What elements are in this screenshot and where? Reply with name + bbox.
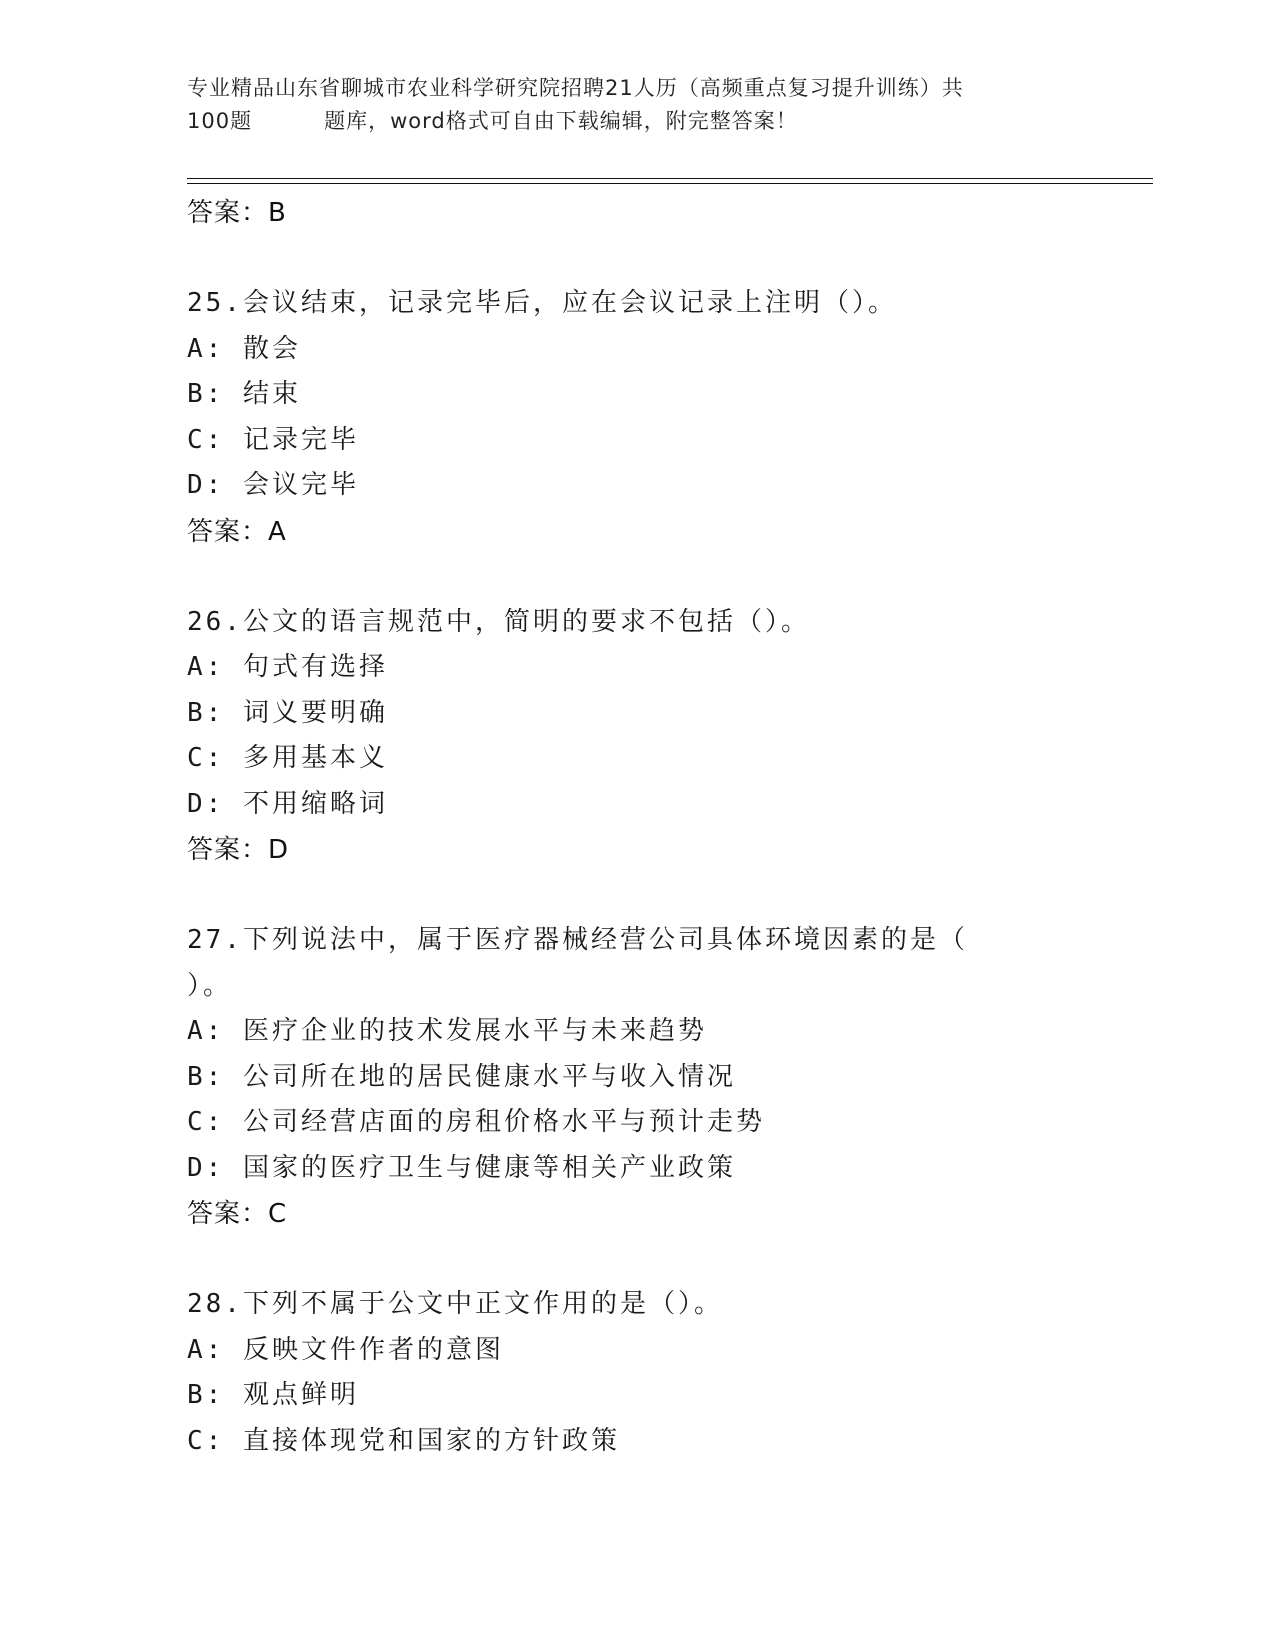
option-a: A: 反映文件作者的意图 (187, 1334, 504, 1365)
question-25 (187, 281, 1147, 555)
option-c: C: 直接体现党和国家的方针政策 (187, 1425, 620, 1456)
question-27 (187, 918, 1147, 1237)
option-d: D: 不用缩略词 (187, 788, 388, 819)
previous-answer: 答案：B (187, 198, 287, 228)
header-line-2 (187, 105, 1087, 138)
header-rule-top (187, 178, 1153, 179)
option-a: A: 散会 (187, 333, 301, 364)
option-b: B: 词义要明确 (187, 697, 388, 728)
answer: 答案：D (187, 835, 290, 865)
page-header (187, 72, 1087, 138)
question-list (187, 188, 1147, 1464)
question-title-continued: ）。 (187, 970, 233, 1001)
option-b: B: 公司所在地的居民健康水平与收入情况 (187, 1061, 736, 1092)
option-c: C: 多用基本义 (187, 743, 388, 773)
question-26 (187, 600, 1147, 874)
question-title: 26.公文的语言规范中，简明的要求不包括（）。 (187, 606, 810, 637)
option-d: D: 会议完毕 (187, 470, 359, 500)
answer: 答案：A (187, 516, 287, 547)
option-c: C: 公司经营店面的房租价格水平与预计走势 (187, 1107, 765, 1137)
answer: 答案：C (187, 1199, 288, 1229)
option-a: A: 医疗企业的技术发展水平与未来趋势 (187, 1016, 707, 1046)
option-c: C: 记录完毕 (187, 424, 359, 455)
option-b: B: 结束 (187, 379, 301, 409)
header-line-1: 专业精品山东省聊城市农业科学研究院招聘21人历（高频重点复习提升训练）共 (187, 76, 964, 100)
question-title: 27.下列说法中，属于医疗器械经营公司具体环境因素的是（ (187, 925, 968, 955)
question-title: 25.会议结束，记录完毕后，应在会议记录上注明（）。 (187, 288, 897, 318)
header-rule-bottom (187, 183, 1153, 184)
header-count: 100题 (187, 109, 253, 133)
header-description: 题库，word格式可自由下载编辑，附完整答案！ (324, 109, 798, 133)
option-a: A: 句式有选择 (187, 652, 388, 682)
question-title: 28.下列不属于公文中正文作用的是（）。 (187, 1289, 723, 1319)
option-b: B: 观点鲜明 (187, 1380, 359, 1410)
question-28 (187, 1282, 1147, 1464)
option-d: D: 国家的医疗卫生与健康等相关产业政策 (187, 1152, 736, 1183)
